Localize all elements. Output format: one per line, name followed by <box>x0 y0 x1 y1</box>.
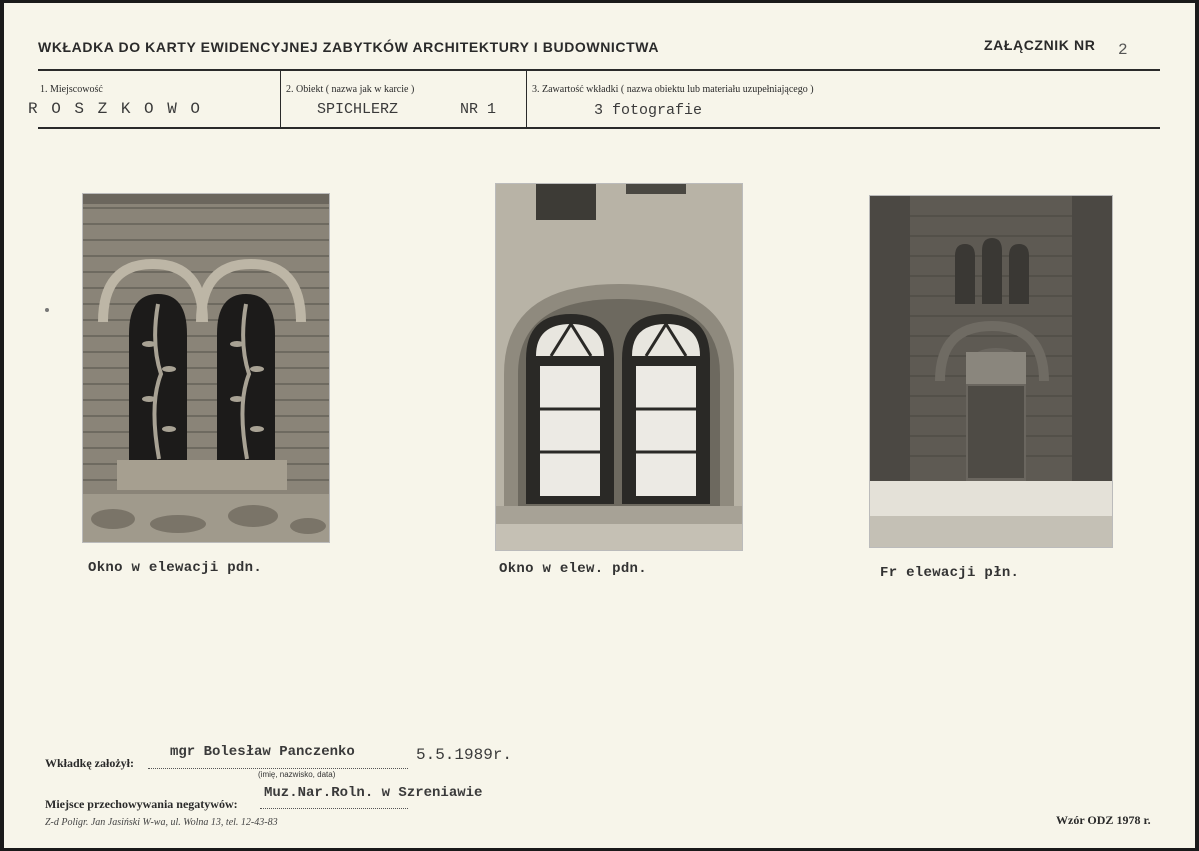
negatives-value: Muz.Nar.Roln. w Szreniawie <box>264 785 483 801</box>
locality-value: R O S Z K O W O <box>28 100 203 118</box>
created-by-label: Wkładkę założył: <box>45 756 134 770</box>
created-hint: (imię, nazwisko, data) <box>258 770 336 779</box>
form-code: Wzór ODZ 1978 r. <box>1056 813 1151 827</box>
object-number: NR 1 <box>460 101 497 118</box>
created-by-value: mgr Bolesław Panczenko <box>170 744 355 760</box>
negatives-label: Miejsce przechowywania negatywów: <box>45 797 238 811</box>
field-divider-2 <box>526 71 527 127</box>
attachment-number: 2 <box>1118 41 1128 59</box>
photo-caption-1: Okno w elewacji pdn. <box>88 560 263 576</box>
document-title: WKŁADKA DO KARTY EWIDENCYJNEJ ZABYTKÓW ARCHITEKTURY I BUDOWNICTWA <box>38 39 660 55</box>
contents-value: 3 fotografie <box>594 102 703 119</box>
object-value: SPICHLERZ <box>317 101 399 118</box>
attachment-label: ZAŁĄCZNIK NR <box>984 37 1096 53</box>
bottom-rule <box>38 127 1160 129</box>
object-label: 2. Obiekt ( nazwa jak w karcie ) <box>286 84 415 95</box>
field-divider-1 <box>280 71 281 127</box>
negatives-line <box>260 808 408 809</box>
record-sheet <box>4 3 1195 848</box>
created-by-line <box>148 768 408 769</box>
margin-dot <box>45 308 49 312</box>
contents-label: 3. Zawartość wkładki ( nazwa obiektu lub materiału uzupełniającego ) <box>532 84 814 95</box>
photo-caption-3: Fr elewacji płn. <box>880 565 1020 581</box>
window-photo <box>83 194 329 542</box>
printer-imprint: Z-d Poligr. Jan Jasiński W-wa, ul. Wolna 13, tel. 12-43-83 <box>45 817 278 828</box>
top-rule <box>38 69 1160 71</box>
locality-label: 1. Miejscowość <box>40 84 103 95</box>
created-date: 5.5.1989r. <box>416 746 513 764</box>
facade-photo <box>870 196 1112 547</box>
photo-caption-2: Okno w elew. pdn. <box>499 561 647 577</box>
interior-window-photo <box>496 184 742 550</box>
